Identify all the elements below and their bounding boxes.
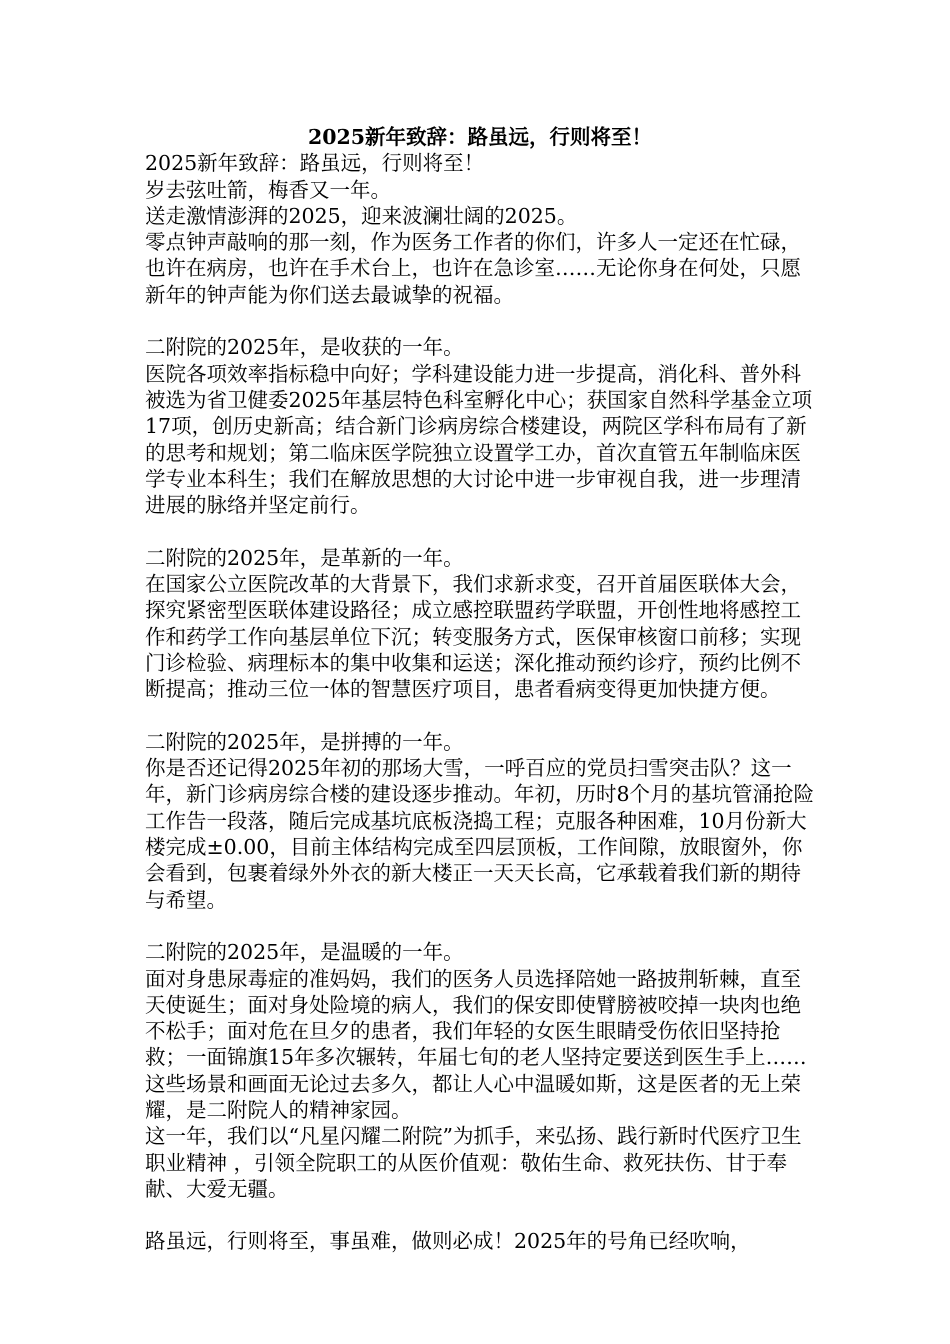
paragraph-spacer bbox=[145, 308, 815, 334]
section-body-warmth: 面对身患尿毒症的准妈妈，我们的医务人员选择陪她一路披荆斩棘，直至天使诞生；面对身处险境的病人，我们的保安即使臂膀被咬掉一块肉也绝不松手；面对危在旦夕的患者，我们年轻的女医生眼睛受伤依旧坚持抢救；一面锦旗15年多次辗转，年届七旬的老人坚持定要送到医生手上……这些场景和画面无论过去多久，都让人心中温暖如斯，这是医者的无上荣耀，是二附院人的精神家园。 bbox=[145, 966, 807, 1122]
paragraph-spacer bbox=[145, 518, 815, 544]
section-heading-harvest: 二附院的2025年，是收获的一年。 bbox=[145, 335, 464, 360]
closing-paragraph: 路虽远，行则将至，事虽难，做则必成！2025年的号角已经吹响， bbox=[145, 1229, 751, 1254]
document-body bbox=[145, 124, 815, 1255]
section-heading-warmth: 二附院的2025年，是温暖的一年。 bbox=[145, 940, 464, 965]
intro-line-3: 送走激情澎湃的2025，迎来波澜壮阔的2025。 bbox=[145, 203, 578, 228]
section-body-innovation: 在国家公立医院改革的大背景下，我们求新求变，召开首届医联体大会，探究紧密型医联体建设路径；成立感控联盟药学联盟，开创性地将感控工作和药学工作向基层单位下沉；转变服务方式，医保审核窗口前移；实现门诊检验、病理标本的集中收集和运送；深化推动预约诊疗，预约比例不断提高；推动三位一体的智慧医疗项目，患者看病变得更加快捷方便。 bbox=[145, 572, 801, 702]
section-body-struggle: 你是否还记得2025年初的那场大雪，一呼百应的党员扫雪突击队？这一年，新门诊病房综合楼的建设逐步推动。年初，历时8个月的基坑管涌抢险工作告一段落，随后完成基坑底板浇捣工程；克服各种困难，10月份新大楼完成±0.00，目前主体结构完成至四层顶板，工作间隙，放眼窗外，你会看到，包裹着绿外外衣的新大楼正一天天长高，它承载着我们新的期待与希望。 bbox=[145, 756, 815, 912]
intro-line-2: 岁去弦吐箭，梅香又一年。 bbox=[145, 177, 391, 202]
document-title: 2025新年致辞：路虽远，行则将至！ bbox=[307, 125, 653, 149]
section-body-harvest: 医院各项效率指标稳中向好；学科建设能力进一步提高，消化科、普外科被选为省卫健委2025年基层特色科室孵化中心；获国家自然科学基金立项17项，创历史新高；结合新门诊病房综合楼建设，两院区学科布局有了新的思考和规划；第二临床医学院独立设置学工办，首次直管五年制临床医学专业本科生；我们在解放思想的大讨论中进一步审视自我，进一步理清进展的脉络并坚定前行。 bbox=[145, 361, 813, 518]
section-body-warmth-2: 这一年，我们以“凡星闪耀二附院”为抓手，来弘扬、践行新时代医疗卫生职业精神 ，引领全院职工的从医价值观：敬佑生命、救死扶伤、甘于奉献、大爱无疆。 bbox=[145, 1124, 802, 1201]
paragraph-spacer bbox=[145, 1202, 815, 1228]
intro-paragraph: 零点钟声敲响的那一刻，作为医务工作者的你们，许多人一定还在忙碌，也许在病房，也许在手术台上，也许在急诊室……无论你身在何处，只愿新年的钟声能为你们送去最诚挚的祝福。 bbox=[145, 230, 801, 307]
paragraph-spacer bbox=[145, 703, 815, 729]
section-heading-innovation: 二附院的2025年，是革新的一年。 bbox=[145, 545, 464, 570]
intro-line-1: 2025新年致辞：路虽远，行则将至！ bbox=[145, 151, 485, 176]
paragraph-spacer bbox=[145, 913, 815, 939]
section-heading-struggle: 二附院的2025年，是拼搏的一年。 bbox=[145, 729, 464, 754]
